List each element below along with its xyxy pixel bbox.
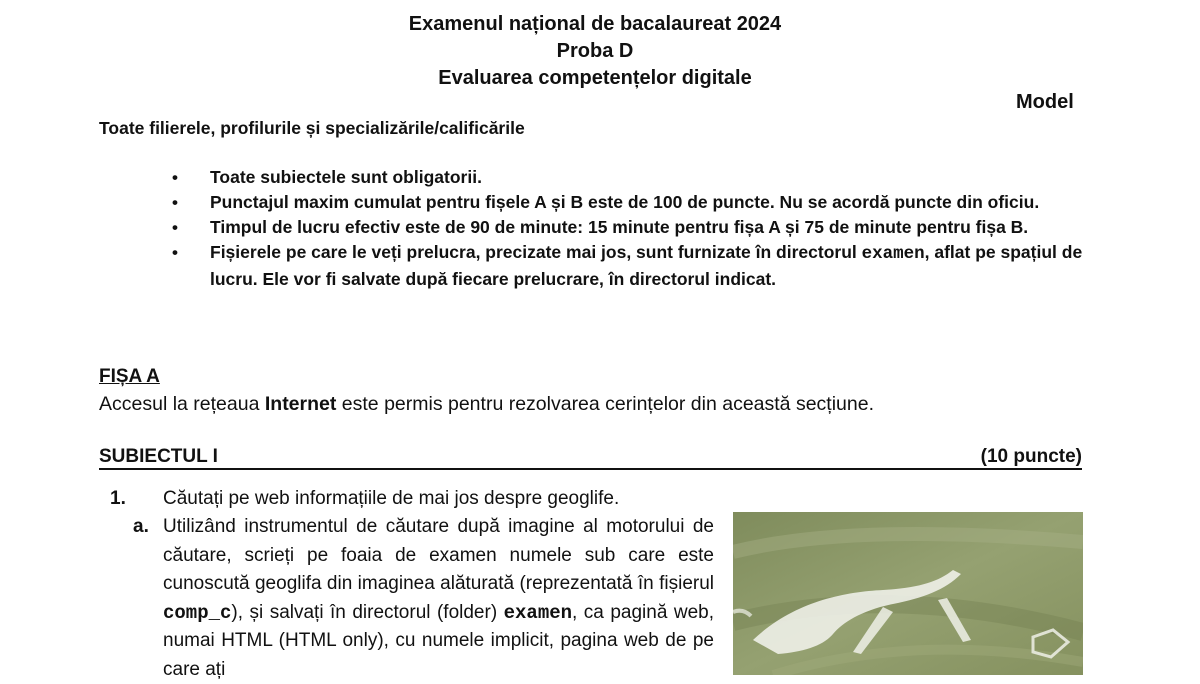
bullet-icon: • (172, 168, 178, 187)
geoglyph-photo (733, 512, 1083, 675)
rule-item (166, 190, 1101, 215)
subquestion-text-part: Utilizând instrumentul de căutare după imagine al motorului de căutare, scrieți pe foaia de examen numele sub care este cunoscută geoglifa din imaginea alăturată (reprezentată în fișierul (163, 516, 714, 594)
exam-subtitle: Evaluarea competențelor digitale (438, 67, 752, 89)
question-number: 1. (110, 488, 126, 509)
fisa-title: FIȘA A (99, 366, 160, 387)
rule-item (166, 240, 1101, 292)
filiere-line: Toate filierele, profilurile și specializările/calificările (99, 118, 525, 138)
rule-text: Toate subiectele sunt obligatorii. (210, 167, 482, 187)
rules-list (166, 165, 1101, 292)
rule-text: Fișierele pe care le veți prelucra, precizate mai jos, sunt furnizate în directorul (210, 242, 862, 262)
subquestion-text (163, 513, 714, 684)
bullet-icon: • (172, 218, 178, 237)
fisa-note-text: este permis pentru rezolvarea cerințelor din această secțiune. (336, 393, 874, 415)
subject-points: (10 puncte) (980, 446, 1082, 467)
bullet-icon: • (172, 193, 178, 212)
fisa-note-bold: Internet (264, 393, 337, 415)
subquestion-text-part: , ca pagină web, numai HTML (HTML only), cu numele implicit, pagina web de pe care ați (163, 601, 715, 680)
rule-item (166, 165, 1101, 190)
rule-text: Timpul de lucru efectiv este de 90 de minute: 15 minute pentru fișa A și 75 de minute pentru fișa B. (210, 217, 1029, 237)
model-label: Model (1016, 91, 1074, 113)
question-text: Căutați pe web informațiile de mai jos despre geoglife. (163, 488, 620, 509)
subquestion-letter: a. (133, 516, 149, 537)
rule-item (166, 215, 1101, 240)
bullet-icon: • (172, 243, 178, 262)
subject-heading (99, 446, 1082, 470)
exam-proba: Proba D (556, 40, 634, 62)
subject-title: SUBIECTUL I (99, 446, 218, 467)
rule-text: Punctajul maxim cumulat pentru fișele A și B este de 100 de puncte. Nu se acordă puncte din oficiu. (210, 192, 1040, 212)
rule-text: , aflat pe spațiul de lucru. Ele vor fi salvate după fiecare prelucrare, în directorul indicat. (210, 242, 1083, 289)
folder-code: examen (503, 601, 573, 624)
folder-code: examen (861, 244, 925, 264)
fisa-note (99, 393, 874, 416)
file-code: comp_c (163, 601, 232, 624)
exam-title: Examenul național de bacalaureat 2024 (408, 13, 782, 35)
fisa-note-text: Accesul la rețeaua (99, 393, 265, 415)
subquestion-text-part: ), și salvați în directorul (folder) (231, 601, 504, 623)
